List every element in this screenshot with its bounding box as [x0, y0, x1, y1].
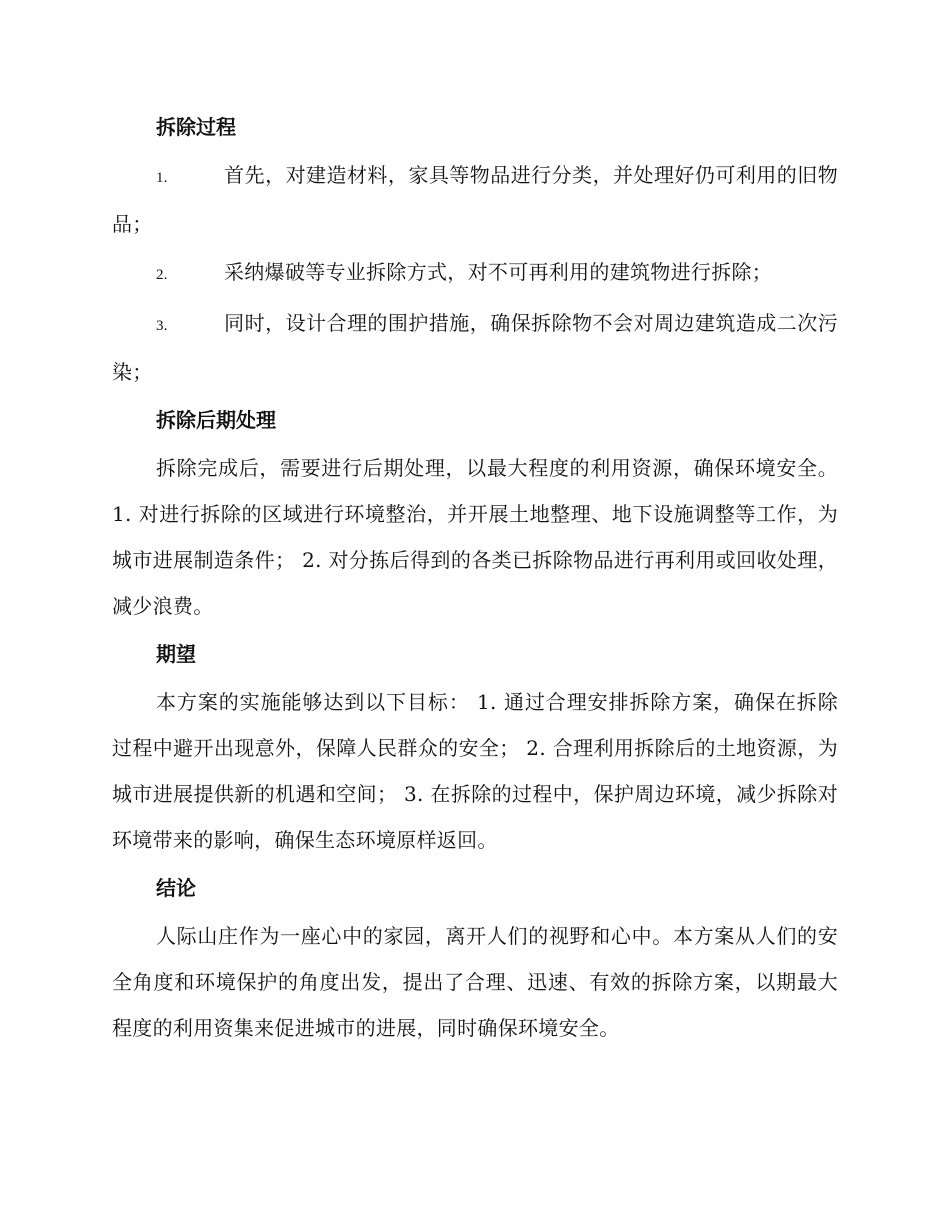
heading-conclusion: 结论	[156, 876, 196, 900]
heading-demolition-process: 拆除过程	[156, 115, 236, 139]
list-item	[112, 300, 838, 395]
list-item-text: 同时，设计合理的围护措施，确保拆除物不会对周边建筑造成二次污染；	[112, 311, 838, 384]
paragraph-post-processing: 拆除完成后，需要进行后期处理，以最大程度的利用资源，确保环境安全。 1. 对进行拆除的区域进行环境整治，并开展土地整理、地下设施调整等工作，为城市进展制造条件； 2. 对分拣后得到的各类已拆除物品进行再利用或回收处理，减少浪费。	[112, 456, 838, 618]
list-item-text: 采纳爆破等专业拆除方式，对不可再利用的建筑物进行拆除；	[224, 260, 773, 284]
document-page	[112, 104, 838, 1053]
list-item-number: 1.	[156, 170, 168, 186]
list-item-number: 2.	[156, 267, 168, 283]
list-item-number: 3.	[156, 318, 168, 334]
list-item-text: 首先，对建造材料，家具等物品进行分类，并处理好仍可利用的旧物品；	[112, 163, 838, 236]
heading-post-processing: 拆除后期处理	[156, 408, 276, 432]
paragraph-conclusion: 人际山庄作为一座心中的家园，离开人们的视野和心中。本方案从人们的安全角度和环境保护的角度出发，提出了合理、迅速、有效的拆除方案，以期最大程度的利用资集来促进城市的进展，同时确保环境安全。	[112, 924, 838, 1040]
list-item	[112, 152, 838, 247]
list-item	[112, 249, 838, 298]
heading-expectation: 期望	[156, 642, 196, 666]
paragraph-expectation: 本方案的实施能够达到以下目标： 1. 通过合理安排拆除方案，确保在拆除过程中避开出现意外，保障人民群众的安全； 2. 合理利用拆除后的土地资源，为城市进展提供新的机遇和空间； 3. 在拆除的过程中，保护周边环境，减少拆除对环境带来的影响，确保生态环境原样返回。	[112, 690, 838, 852]
